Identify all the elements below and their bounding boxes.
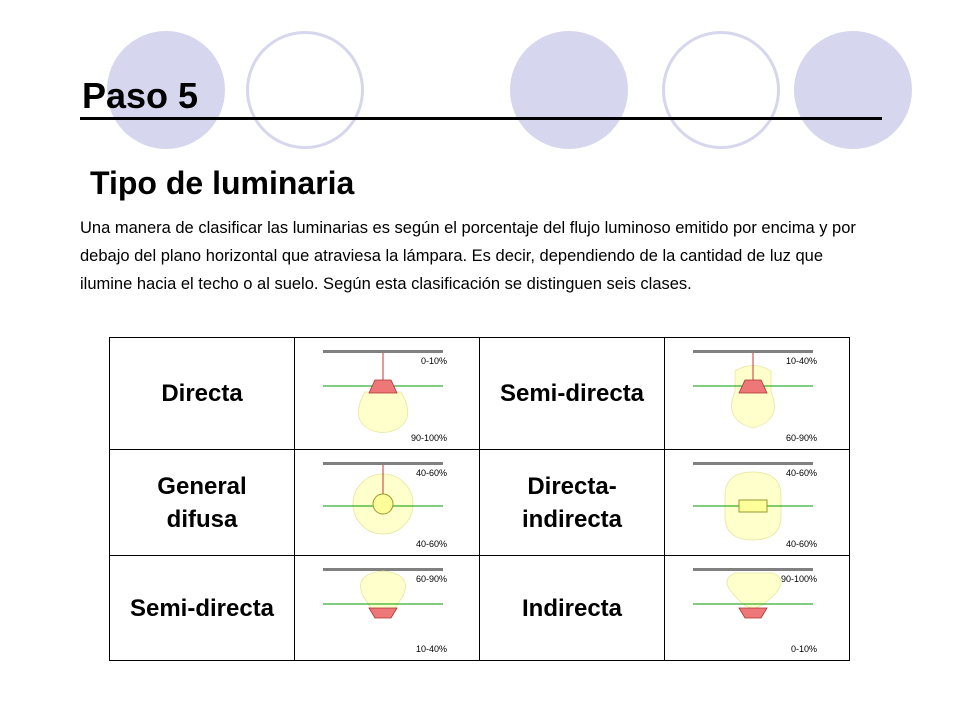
luminaire-label: Semi-directa (499, 380, 645, 407)
ceiling-bar (693, 350, 813, 353)
table-row (110, 556, 850, 661)
luminaire-label-cell (480, 450, 665, 556)
lamp-shade (369, 380, 397, 393)
lamp-shade (739, 608, 767, 618)
slide-subtitle: Tipo de luminaria (90, 165, 355, 201)
ceiling-bar (693, 462, 813, 465)
ceiling-bar (323, 568, 443, 571)
lower-flux-label: 90-100% (410, 433, 447, 443)
luminaire-table (109, 337, 850, 661)
decorative-circle (246, 31, 364, 149)
luminaire-label: Indirecta (521, 594, 623, 622)
lamp-globe (373, 494, 393, 514)
luminaire-diagram-cell (295, 450, 480, 556)
upper-flux-label: 0-10% (420, 356, 447, 366)
lamp-diffuser (739, 500, 767, 512)
title-rule (80, 117, 882, 120)
table-row (110, 450, 850, 556)
light-distribution (727, 573, 781, 608)
luminaire-diagram (665, 450, 849, 555)
lower-flux-label: 40-60% (415, 539, 447, 549)
luminaire-diagram-cell (665, 338, 850, 450)
upper-flux-label: 60-90% (415, 574, 447, 584)
luminaire-label: General difusa (157, 472, 247, 533)
luminaire-label-cell (110, 556, 295, 661)
upper-flux-label: 90-100% (780, 574, 817, 584)
luminaire-label-cell (110, 450, 295, 556)
lower-flux-label: 60-90% (785, 433, 817, 443)
luminaire-label-cell (110, 338, 295, 450)
upper-flux-label: 40-60% (415, 468, 447, 478)
light-distribution (358, 392, 407, 433)
luminaire-label: Directa (161, 380, 243, 407)
luminaire-diagram (295, 450, 479, 555)
lower-flux-label: 40-60% (785, 539, 817, 549)
upper-flux-label: 40-60% (785, 468, 817, 478)
luminaire-diagram-cell (665, 450, 850, 556)
light-distribution (361, 571, 406, 614)
lower-flux-label: 0-10% (790, 644, 817, 654)
luminaire-label: Directa- indirecta (521, 472, 623, 533)
luminaire-diagram (665, 338, 849, 449)
lamp-shade (369, 608, 397, 618)
luminaire-label: Semi-directa (129, 594, 275, 622)
lower-flux-label: 10-40% (415, 644, 447, 654)
luminaire-diagram (295, 338, 479, 449)
luminaire-diagram-cell (295, 556, 480, 661)
decorative-circle (510, 31, 628, 149)
upper-flux-label: 10-40% (785, 356, 817, 366)
slide-title: Paso 5 (82, 75, 199, 116)
luminaire-label-cell (480, 338, 665, 450)
table-row (110, 338, 850, 450)
decorative-circle (794, 31, 912, 149)
decorative-circle (662, 31, 780, 149)
luminaire-label-cell (480, 556, 665, 661)
ceiling-bar (323, 350, 443, 353)
ceiling-bar (323, 462, 443, 465)
luminaire-diagram (665, 556, 849, 660)
intro-paragraph: Una manera de clasificar las luminarias es según el porcentaje del flujo luminoso emitido por encima y por debajo del plano horizontal que atraviesa la lámpara. Es decir, dependiendo de la cantidad de luz que ilumine hacia el techo o al suelo. Según esta clasificación se distinguen seis clases. (80, 219, 856, 293)
luminaire-diagram-cell (665, 556, 850, 661)
ceiling-bar (693, 568, 813, 571)
luminaire-diagram-cell (295, 338, 480, 450)
luminaire-diagram (295, 556, 479, 660)
